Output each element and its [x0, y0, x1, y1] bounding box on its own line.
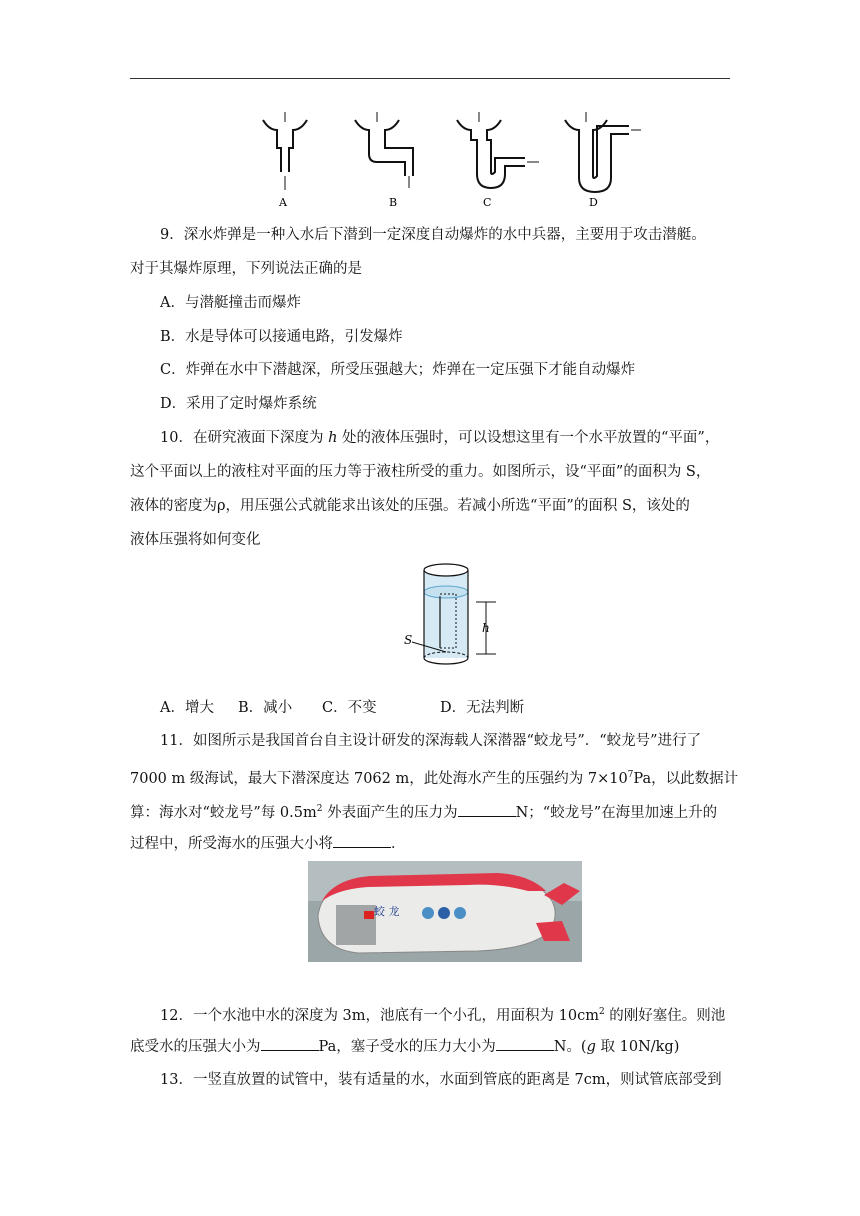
fig-h-label: h — [482, 621, 490, 635]
q12-line-1: 12．一个水池中水的深度为 3m，池底有一个小孔，用面积为 $10cm^2$ 的刚好塞住。则池 — [160, 1007, 726, 1024]
q10-line-2: 这个平面以上的液柱对平面的压力等于液柱所受的重力。如图所示，设“平面”的面积为 S， — [130, 464, 711, 480]
pipe-diagram — [255, 110, 645, 210]
q9-line-2: 对于其爆炸原理，下列说法正确的是 — [130, 261, 362, 277]
liquid-column-diagram — [400, 562, 510, 677]
answer-blank — [333, 833, 391, 848]
q10-line-3: 液体的密度为ρ，用压强公式就能求出该处的压强。若减小所选“平面”的面积 S，该处的 — [130, 498, 690, 514]
q10-option-d: D．无法判断 — [440, 700, 525, 716]
q13-line-1: 13．一竖直放置的试管中，装有适量的水，水面到管底的距离是 7cm，则试管底部受到 — [160, 1072, 722, 1088]
submarine-name: 蛟 龙 — [374, 905, 400, 918]
q11-line-3: 算：海水对“蛟龙号”每 $0.5m^2$ 外表面产生的压力为 N；“蛟龙号”在海里加速上升的 — [130, 799, 750, 823]
q10-option-a: A．增大 — [160, 700, 214, 716]
q10-option-b: B．减小 — [238, 700, 293, 716]
q10-options — [160, 698, 780, 718]
q10-option-c: C．不变 — [322, 700, 377, 716]
answer-blank — [496, 1036, 554, 1051]
pipe-label-d: D — [589, 196, 598, 209]
q10-line-4: 液体压强将如何变化 — [130, 532, 261, 548]
q10-line-1: 10．在研究液面下深度为 h 处的液体压强时，可以设想这里有一个水平放置的“平面”， — [160, 430, 720, 446]
q9-option-a: A．与潜艇撞击而爆炸 — [160, 295, 301, 311]
q11-line-4: 过程中，所受海水的压强大小将 ． — [130, 833, 750, 854]
answer-blank — [458, 802, 516, 817]
q9-option-c: C．炸弹在水中下潜越深，所受压强越大；炸弹在一定压强下才能自动爆炸 — [160, 362, 636, 378]
pipe-label-b: B — [389, 196, 398, 209]
q9-option-b: B．水是导体可以接通电路，引发爆炸 — [160, 329, 403, 345]
answer-blank — [261, 1036, 319, 1051]
q12-line-2: 底受水的压强大小为 Pa，塞子受水的压力大小为 N。(g 取 10N/kg) — [130, 1036, 750, 1057]
jiaolong-submarine-photo — [308, 861, 582, 962]
q11-line-2: 7000 m 级海试，最大下潜深度达 7062 m，此处海水产生的压强约为 $7\times 10^7Pa$，以此数据计 — [130, 770, 739, 787]
q9-option-d: D．采用了定时爆炸系统 — [160, 396, 317, 412]
header-rule — [130, 78, 730, 79]
q9-line-1: 9．深水炸弹是一种入水后下潜到一定深度自动爆炸的水中兵器，主要用于攻击潜艇。 — [160, 227, 706, 243]
q11-line-1: 11．如图所示是我国首台自主设计研发的深海载人深潜器“蛟龙号”．“蛟龙号”进行了 — [160, 733, 702, 749]
fig-s-label: S — [404, 633, 413, 647]
pipe-label-a: A — [279, 196, 287, 209]
pipe-label-c: C — [483, 196, 492, 209]
